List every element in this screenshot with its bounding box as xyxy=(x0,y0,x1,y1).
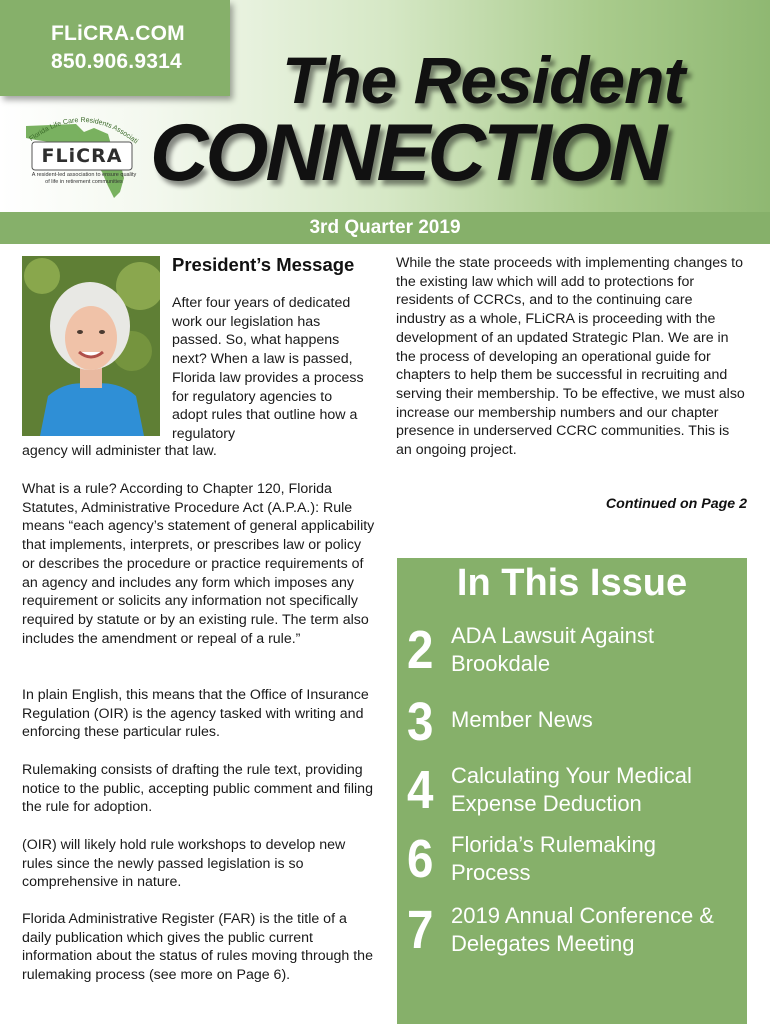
page-number: 3 xyxy=(407,692,432,752)
intro-paragraph: After four years of dedicated work our legislation has passed. So, what happens next? When a law is passed, Florida law provides a process for regulatory agencies to adopt rules that outline how a regulatory xyxy=(172,295,364,442)
article-heading: President’s Message xyxy=(172,254,355,275)
issue-item[interactable] xyxy=(407,692,737,752)
in-this-issue-heading: In This Issue xyxy=(456,562,688,604)
contact-box xyxy=(0,0,230,96)
page-number: 4 xyxy=(407,760,432,820)
issue-item[interactable] xyxy=(407,620,737,680)
body-paragraph: In plain English, this means that the Office of Insurance Regulation (OIR) is the agency tasked with writing and enforcing these particular rules. xyxy=(22,687,369,741)
flicra-logo xyxy=(20,108,144,204)
issue-item[interactable] xyxy=(407,829,737,889)
issue-title: Florida’s Rulemaking Process xyxy=(451,832,657,885)
president-photo xyxy=(22,256,160,436)
phone-number[interactable]: 850.906.9314 xyxy=(51,50,182,73)
issue-title: Calculating Your Medical Expense Deduction xyxy=(451,763,692,816)
issue-item[interactable] xyxy=(407,760,737,820)
logo-arc-label: Florida Life Care Residents Associati xyxy=(28,116,140,146)
body-paragraph: (OIR) will likely hold rule workshops to develop new rules since the newly passed legislation is so comprehensive in nature. xyxy=(22,837,346,891)
masthead xyxy=(0,0,770,212)
logo-arc-text xyxy=(20,108,144,150)
page-number: 2 xyxy=(407,620,432,680)
issue-title: 2019 Annual Conference & Delegates Meeting xyxy=(451,903,714,956)
website-link[interactable]: FLiCRA.COM xyxy=(51,22,185,45)
issue-title: Member News xyxy=(451,707,593,732)
logo-name: FLiCRA xyxy=(41,145,123,167)
page-number: 7 xyxy=(407,900,432,960)
issue-title: ADA Lawsuit Against Brookdale xyxy=(451,623,655,676)
newsletter-title-line2: CONNECTION xyxy=(150,108,665,198)
intro-paragraph-tail: agency will administer that law. xyxy=(22,443,217,459)
newsletter-title-line1: The Resident xyxy=(282,43,685,117)
issue-item[interactable] xyxy=(407,900,737,960)
logo-tagline: A resident-led association to ensure quality of life in retirement communities xyxy=(31,172,137,185)
body-paragraph: What is a rule? According to Chapter 120, Florida Statutes, Administrative Procedure Act (A.P.A.): Rule means “each agency’s statement of general applicability that implements, interprets, or prescribes law or policy or describes the procedure or practice requirements of an agency and includes any form which imposes any requirement or solicits any information not specifically required by statute or by an existing rule. The term also includes the amendment or repeal of a rule.” xyxy=(22,481,375,647)
in-this-issue-box xyxy=(397,558,747,1024)
body-paragraph: While the state proceeds with implementing changes to the existing law which will add to protections for residents of CCRCs, and to the continuing care industry as a whole, FLiCRA is proceeding with the development of an updated Strategic Plan. We are in the process of developing an operational guide for chapters to help them be successful in recruiting and serving their membership. To be effective, we must also increase our membership numbers and our chapter presence in underserved CCRC communities. This is an ongoing project. xyxy=(396,255,745,459)
body-paragraph: Rulemaking consists of drafting the rule text, providing notice to the public, accepting public comment and filing the rule for adoption. xyxy=(22,762,373,816)
continued-link[interactable]: Continued on Page 2 xyxy=(605,496,747,512)
portrait-image xyxy=(22,256,160,436)
logo-arc-svg xyxy=(20,108,144,148)
issue-date-band: 3rd Quarter 2019 xyxy=(0,212,770,244)
body-paragraph: Florida Administrative Register (FAR) is the title of a daily publication which gives the public current information about the status of rules moving through the rulemaking process (see more on Page 6). xyxy=(22,911,373,984)
page-number: 6 xyxy=(407,829,432,889)
